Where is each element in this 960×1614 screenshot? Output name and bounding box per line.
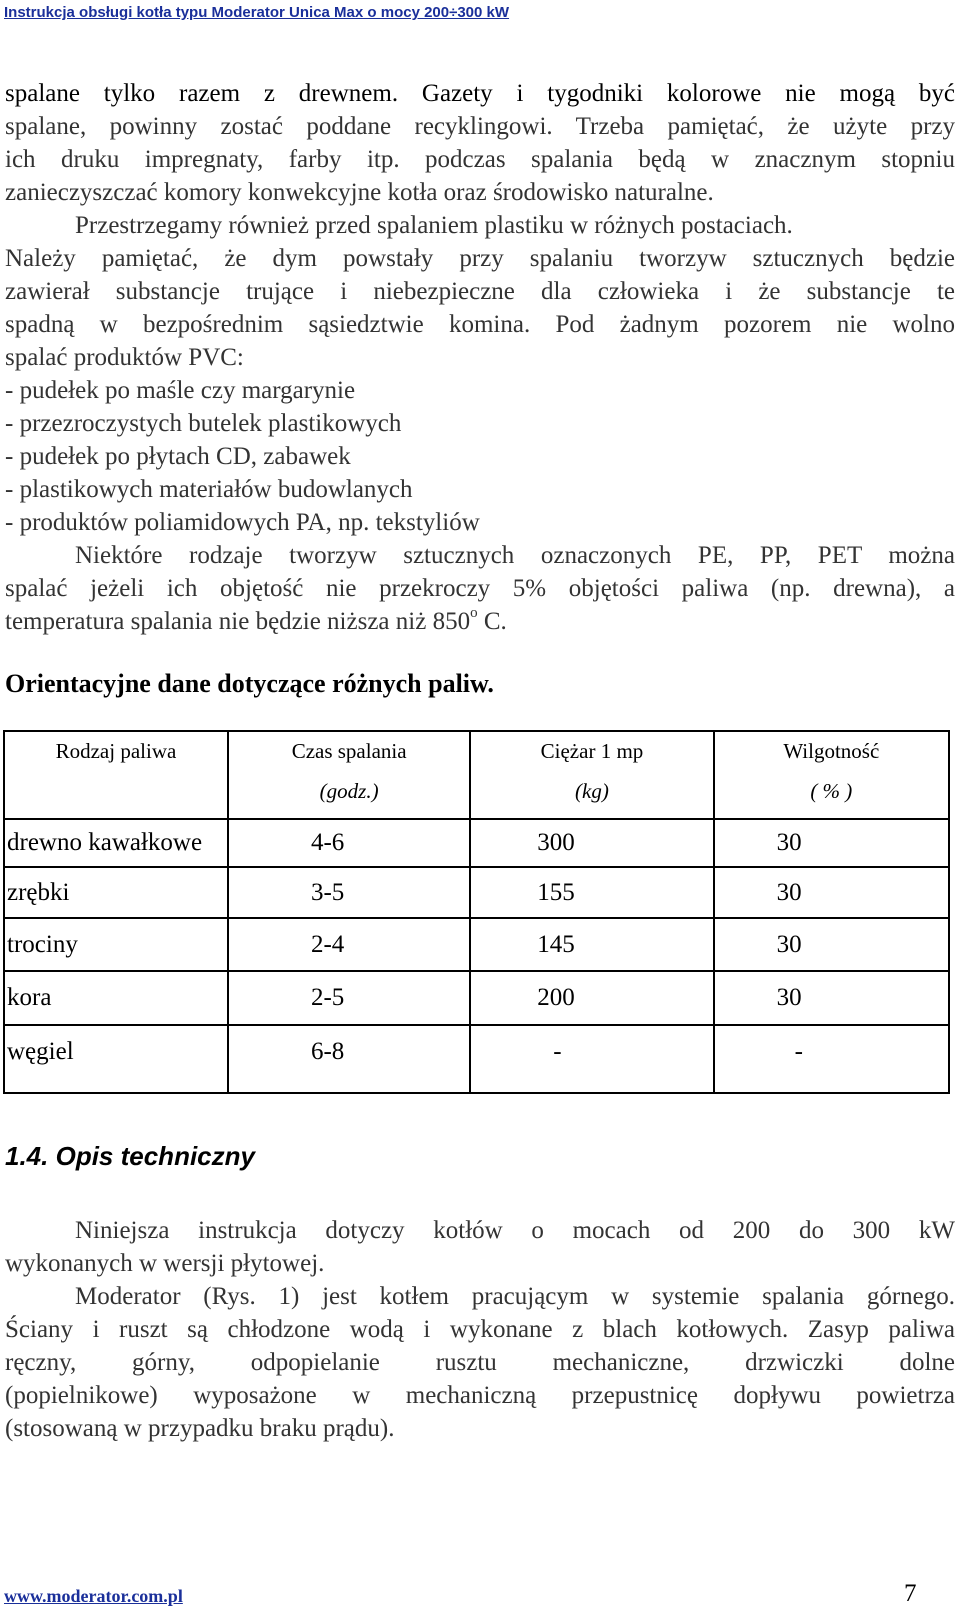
table-cell: 300 — [470, 819, 713, 867]
table-cell: 30 — [714, 971, 949, 1025]
table-cell: trociny — [4, 918, 228, 971]
table-cell: 6-8 — [228, 1025, 470, 1093]
table-header-cell — [470, 731, 713, 819]
table-cell: 30 — [714, 819, 949, 867]
text-line: Należy pamiętać, że dym powstały przy spalaniu tworzyw sztucznych będzie — [5, 245, 955, 272]
paragraph-technical-description — [5, 1214, 955, 1445]
table-cell: 155 — [470, 867, 713, 918]
list-item: - plastikowych materiałów budowlanych — [5, 476, 413, 503]
text-line: ich druku impregnaty, farby itp. podczas spalania będą w znacznym stopniu — [5, 146, 955, 173]
text-line: wykonanych w wersji płytowej. — [5, 1250, 325, 1277]
table-cell: - — [470, 1025, 713, 1093]
table-cell: 145 — [470, 918, 713, 971]
text-line: spalane tylko razem z drewnem. Gazety i tygodniki kolorowe nie mogą być — [5, 80, 955, 107]
list-item: - pudełek po maśle czy margarynie — [5, 377, 356, 404]
paragraph-fuel-warning — [5, 77, 955, 638]
section-title: Orientacyjne dane dotyczące różnych paliw. — [5, 669, 494, 698]
text-line: ręczny, górny, odpopielanie rusztu mechaniczne, drzwiczki dolne — [5, 1349, 955, 1376]
table-cell: 2-4 — [228, 918, 470, 971]
header-unit: ( % ) — [810, 779, 853, 803]
table-header-cell — [714, 731, 949, 819]
header-label: Ciężar 1 mp — [540, 739, 644, 763]
text-line: spalane, powinny zostać poddane recyklingowi. Trzeba pamiętać, że użyte przy — [5, 113, 955, 140]
text-line: Ściany i ruszt są chłodzone wodą i wykonane z blach kotłowych. Zasyp paliwa — [5, 1316, 955, 1343]
header-label: Czas spalania — [291, 739, 407, 763]
table-row — [4, 819, 949, 867]
fuel-data-table — [3, 730, 950, 1094]
table-cell: 200 — [470, 971, 713, 1025]
table-row — [4, 1025, 949, 1093]
text-line: (stosowaną w przypadku braku prądu). — [5, 1415, 395, 1442]
table-header-row — [4, 731, 949, 819]
list-item: - pudełek po płytach CD, zabawek — [5, 443, 351, 470]
degree-superscript: o — [470, 605, 478, 621]
table-cell: drewno kawałkowe — [4, 819, 228, 867]
table-cell: 30 — [714, 918, 949, 971]
text-line: Niektóre rodzaje tworzyw sztucznych oznaczonych PE, PP, PET można — [75, 542, 955, 569]
table-cell: - — [714, 1025, 949, 1093]
page-number: 7 — [904, 1580, 917, 1607]
text-line — [5, 605, 955, 638]
table-cell: 30 — [714, 867, 949, 918]
text-fragment: temperatura spalania nie będzie niższa niż 850 — [5, 608, 471, 635]
text-line: zawierał substancje trujące i niebezpieczne dla człowieka i że substancje te — [5, 278, 955, 305]
text-line: Przestrzegamy również przed spalaniem plastiku w różnych postaciach. — [75, 212, 793, 239]
table-cell: 3-5 — [228, 867, 470, 918]
list-item: - produktów poliamidowych PA, np. tekstyliów — [5, 509, 480, 536]
running-header: Instrukcja obsługi kotła typu Moderator Unica Max o mocy 200÷300 kW — [4, 4, 510, 21]
text-line: spalać produktów PVC: — [5, 344, 244, 371]
text-line: (popielnikowe) wyposażone w mechaniczną przepustnicę dopływu powietrza — [5, 1382, 955, 1409]
table-cell: kora — [4, 971, 228, 1025]
table-row — [4, 971, 949, 1025]
text-fragment: C. — [477, 608, 507, 635]
header-unit: (kg) — [575, 779, 609, 803]
header-label: Wilgotność — [783, 739, 880, 763]
table-cell: węgiel — [4, 1025, 228, 1093]
text-line: spadną w bezpośrednim sąsiedztwie komina. Pod żadnym pozorem nie wolno — [5, 311, 955, 338]
list-item: - przezroczystych butelek plastikowych — [5, 410, 402, 437]
text-line: Moderator (Rys. 1) jest kotłem pracującym w systemie spalania górnego. — [75, 1283, 955, 1310]
table-header-cell — [4, 731, 228, 819]
table-row — [4, 867, 949, 918]
header-unit: (godz.) — [319, 779, 379, 803]
text-line: spalać jeżeli ich objętość nie przekroczy 5% objętości paliwa (np. drewna), a — [5, 575, 955, 602]
table-cell: zrębki — [4, 867, 228, 918]
table-cell: 2-5 — [228, 971, 470, 1025]
text-line: zanieczyszczać komory konwekcyjne kotła oraz środowisko naturalne. — [5, 179, 714, 206]
table-row — [4, 918, 949, 971]
website-link[interactable]: www.moderator.com.pl — [4, 1586, 183, 1606]
header-label: Rodzaj paliwa — [55, 739, 177, 763]
table-cell: 4-6 — [228, 819, 470, 867]
table-header-cell — [228, 731, 470, 819]
subsection-title: 1.4. Opis techniczny — [5, 1141, 255, 1171]
text-line: Niniejsza instrukcja dotyczy kotłów o mocach od 200 do 300 kW — [75, 1217, 955, 1244]
